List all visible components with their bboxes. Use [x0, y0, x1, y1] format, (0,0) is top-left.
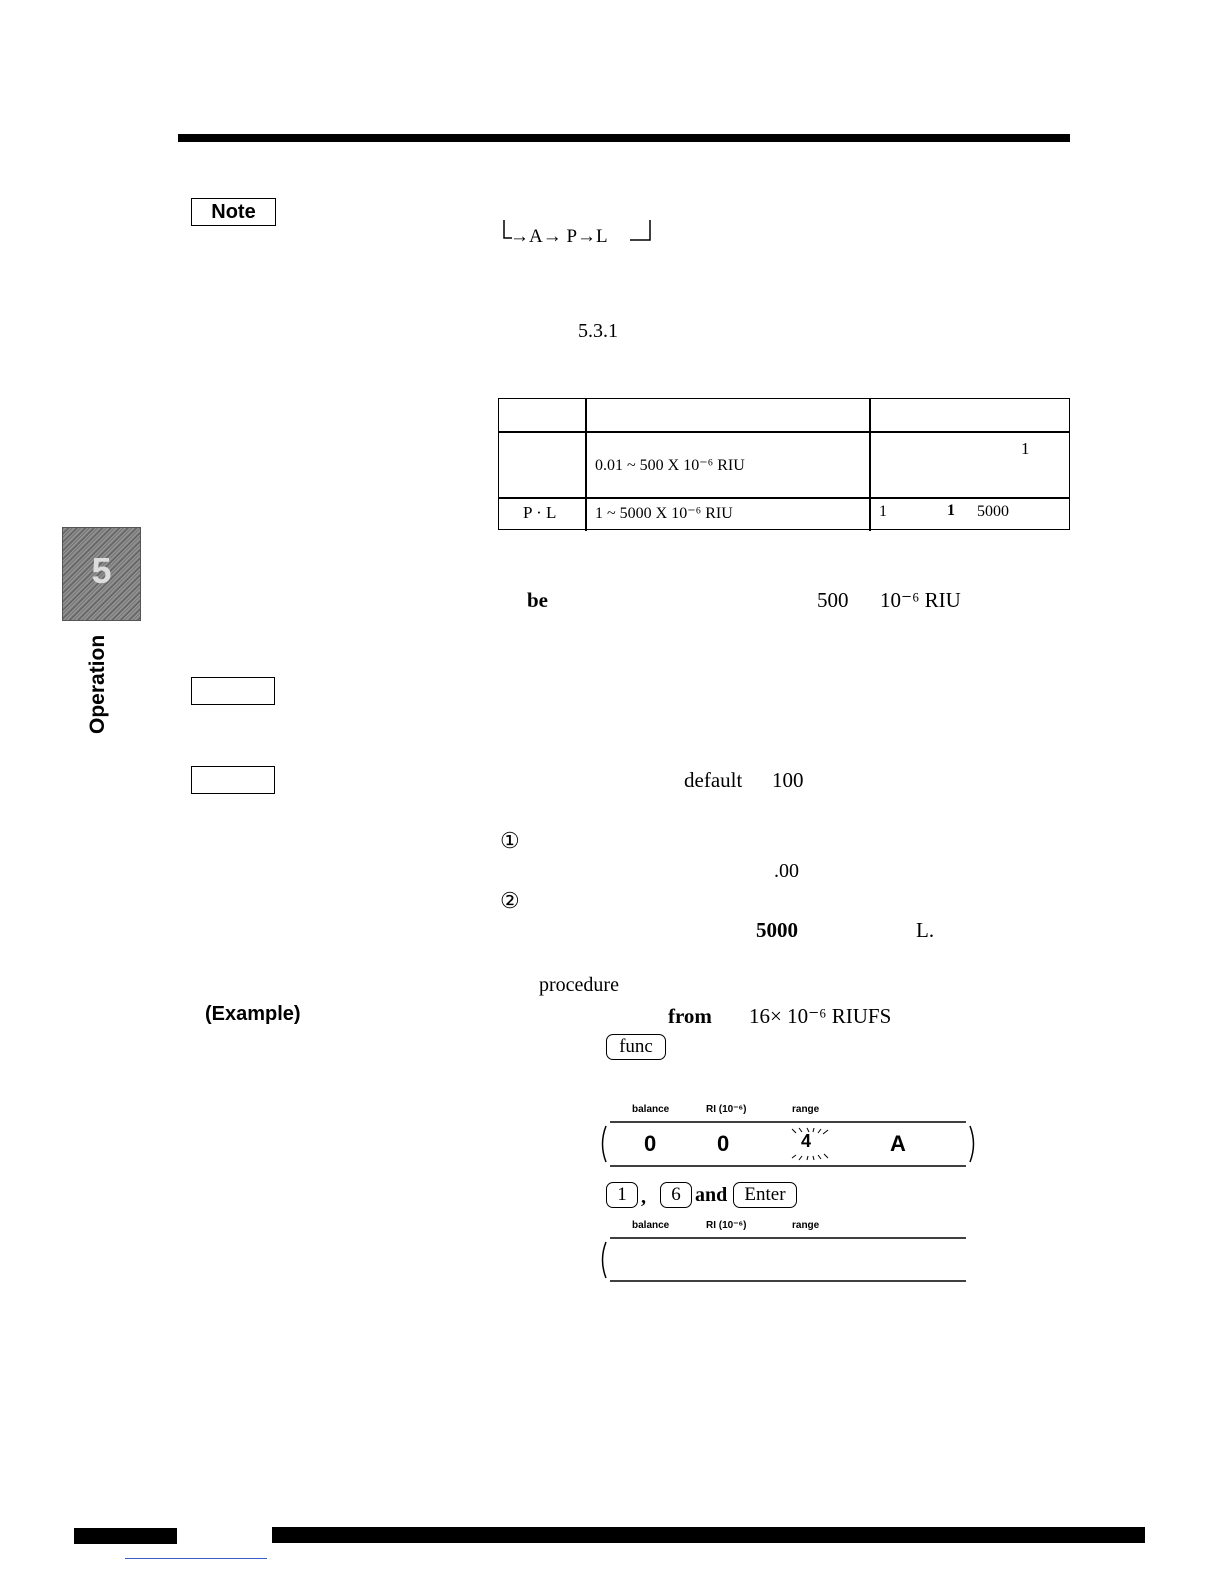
range-table: [498, 398, 1070, 530]
func-key[interactable]: [606, 1034, 666, 1060]
procedure-text: procedure: [539, 974, 619, 996]
step1-marker: ①: [500, 828, 520, 853]
lcd1-digit-range: A: [890, 1131, 906, 1156]
table-row2-step-a: 1: [879, 503, 887, 520]
table-vline: [585, 399, 587, 531]
note-label: [191, 198, 276, 226]
footer-bar-right: [272, 1527, 1145, 1543]
example-from: from: [668, 1004, 712, 1028]
para2-default: default: [684, 768, 743, 792]
side-label-box: [191, 677, 275, 705]
table-row2-mode: P · L: [523, 503, 557, 522]
para1-500: 500: [817, 588, 849, 612]
step2-marker: ②: [500, 888, 520, 913]
table-row2-range: 1 ~ 5000 X 10⁻⁶ RIU: [595, 505, 733, 522]
table-row1-range: 0.01 ~ 500 X 10⁻⁶ RIU: [595, 457, 745, 474]
lcd2-frame: [596, 1218, 980, 1286]
para1-unit: 10⁻⁶ RIU: [880, 588, 961, 612]
key-separator-comma: ,: [641, 1186, 646, 1208]
chapter-tab: [62, 527, 141, 621]
enter-key[interactable]: [733, 1182, 797, 1208]
lcd-display-2: [596, 1218, 980, 1286]
footer-underline: [125, 1558, 267, 1559]
example-label: (Example): [205, 1003, 301, 1025]
enter-key-label: Enter: [744, 1184, 786, 1205]
chapter-title: [86, 634, 112, 734]
table-vline: [869, 399, 871, 531]
lcd1-digit-balance-1: 0: [644, 1131, 657, 1156]
key-1-label: 1: [617, 1184, 627, 1205]
cycle-text: →A→ P→L: [510, 226, 608, 247]
key-6[interactable]: [660, 1182, 692, 1208]
lcd2-label-ri: RI (10⁻⁶): [706, 1220, 747, 1231]
note-label-text: Note: [211, 201, 256, 223]
section-ref: 5.3.1: [578, 320, 618, 342]
chapter-title-text: Operation: [86, 634, 109, 734]
lcd2-label-range: range: [792, 1220, 820, 1231]
table-row2-step-c: 5000: [977, 503, 1009, 520]
lcd-display-1: [596, 1102, 980, 1170]
key-and-text: and: [695, 1184, 728, 1206]
para1-be: be: [527, 588, 548, 612]
example-value: 16× 10⁻⁶ RIUFS: [749, 1004, 892, 1028]
step1-value: .00: [774, 860, 799, 882]
lcd2-label-balance: balance: [632, 1220, 670, 1231]
para2-100: 100: [772, 768, 804, 792]
step2-value: 5000: [756, 918, 798, 942]
lcd1-label-balance: balance: [632, 1104, 670, 1115]
side-label-box: [191, 766, 275, 794]
mode-cycle-diagram: [502, 218, 652, 250]
step2-suffix: L.: [916, 918, 935, 942]
lcd1-digit-ri: 4: [801, 1131, 812, 1151]
func-key-label: func: [619, 1036, 653, 1057]
lcd1-digit-balance-2: 0: [717, 1131, 730, 1156]
table-row1-step: 1: [1021, 439, 1030, 458]
lcd1-label-ri: RI (10⁻⁶): [706, 1104, 747, 1115]
chapter-number: 5: [91, 550, 112, 591]
lcd1-label-range: range: [792, 1104, 820, 1115]
footer-bar-left: [74, 1528, 177, 1544]
key-6-label: 6: [671, 1184, 681, 1205]
key-1[interactable]: [606, 1182, 638, 1208]
table-row2-step-b: 1: [947, 502, 955, 519]
top-rule: [178, 134, 1070, 142]
